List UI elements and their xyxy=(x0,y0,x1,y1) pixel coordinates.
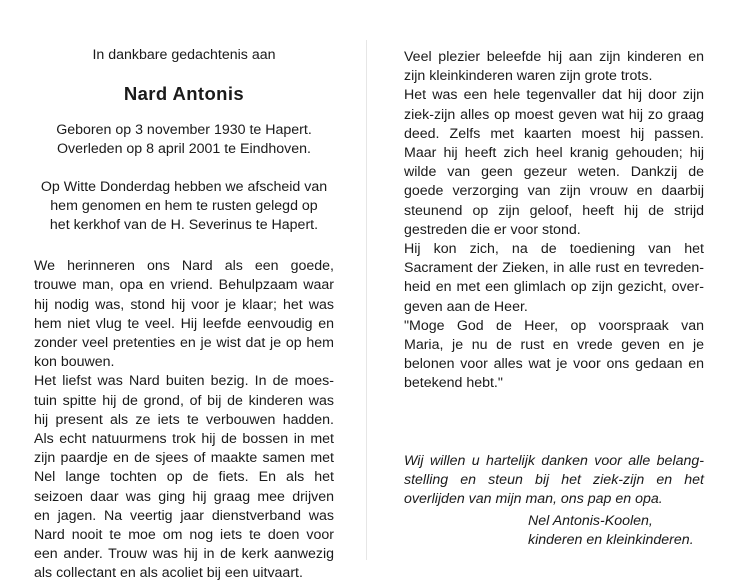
column-divider xyxy=(366,40,367,560)
text-line: tuin spitte hij de grond, of bij de kinderen was xyxy=(34,392,334,409)
text-line: Als echt natuurmens trok hij de bossen in met xyxy=(34,431,334,448)
funeral-block xyxy=(34,178,334,236)
text-line: Veel plezier beleefde hij aan zijn kinderen en xyxy=(404,49,704,65)
text-line: betekend hebt." xyxy=(404,375,503,392)
text-line: We herinneren ons Nard als een goede, xyxy=(34,258,334,275)
funeral-line: het kerkhof van de H. Severinus te Hapert. xyxy=(49,217,319,234)
text-line: een ander. Trouw was hij in de kerk aanwezig xyxy=(34,546,334,563)
text-line: Het was een hele tegenvaller dat hij door zijn xyxy=(404,87,704,104)
text-line: goede verzorging van zijn vrouw en daarbij xyxy=(404,183,704,200)
text-line: steunend op zijn geloof, heeft hij de strijd xyxy=(404,202,704,219)
text-line: zonder veel pretenties en je wist dat je op hem xyxy=(34,335,334,352)
text-line: seizoen daar was ging hij graag mee drijven xyxy=(34,488,334,505)
text-line: ziek-zijn alles op moest geven wat hij zo graag xyxy=(404,106,704,123)
text-line: geven aan de Heer. xyxy=(404,298,528,315)
memories-paragraph xyxy=(404,48,704,394)
thanks-line: Wij willen u hartelijk danken voor alle belang- xyxy=(404,453,704,469)
text-line: wilde van geen gezeur weten. Dankzij de xyxy=(404,164,704,181)
right-column xyxy=(404,48,704,394)
text-line: zijn paardje en de sjees of maakte samen met xyxy=(34,450,334,467)
text-line: "Moge God de Heer, op voorspraak van xyxy=(404,317,704,334)
text-line: Maria, je nu de rust en vrede geven en je xyxy=(404,337,704,354)
text-line: en jagen. Na veertig jaar dienstverband was xyxy=(34,507,334,524)
text-line: Hij kon zich, na de toediening van het xyxy=(404,241,704,258)
text-line: als collectant en als acoliet bij een uitvaart. xyxy=(34,565,303,582)
birth-line: Geboren op 3 november 1930 te Hapert. xyxy=(56,122,312,139)
funeral-line: hem genomen en hem te rusten gelegd op xyxy=(50,197,318,214)
text-line: hem niet vlug te veel. Hij leefde eenvoudig en xyxy=(34,315,334,332)
text-line: Het liefst was Nard buiten bezig. In de moes- xyxy=(34,373,334,390)
text-line: Nard nooit te moe om nog iets te doen voor xyxy=(34,527,334,544)
text-line: hij nodig was, stond hij voor je klaar; het was xyxy=(34,296,334,313)
text-line: belonen voor alles wat je voor ons gedaan en xyxy=(404,356,704,373)
thanks-line: overlijden van mijn man, ons pap en opa. xyxy=(404,491,663,508)
remembrance-paragraph xyxy=(34,257,334,583)
text-line: trouwe man, opa en vriend. Behulpzaam waar xyxy=(34,277,334,294)
text-line: heid en met een glimlach op zijn gezicht, over- xyxy=(404,279,704,296)
text-line: deed. Zelfs met kaarten moest hij passen. xyxy=(404,125,704,142)
text-line: Maar hij heeft zich heel kranig gehouden; hij xyxy=(404,145,704,162)
text-line: Sacrament der Zieken, in alle rust en tevreden- xyxy=(404,260,704,277)
text-line: hij present als ze iets te verbouwen hadden. xyxy=(34,411,334,428)
dates-block xyxy=(34,121,334,159)
thanks-paragraph xyxy=(404,452,704,510)
signature-line: Nel Antonis-Koolen, xyxy=(528,513,653,529)
text-line: Nel lange tochten op de fiets. En als het xyxy=(34,469,334,486)
text-line: gestreden die er voor stond. xyxy=(404,221,581,238)
left-column xyxy=(34,46,334,584)
death-line: Overleden op 8 april 2001 te Eindhoven. xyxy=(57,141,311,158)
intro-line: In dankbare gedachtenis aan xyxy=(92,47,276,63)
signature-block xyxy=(528,512,728,550)
thanks-line: stelling en steun bij het ziek-zijn en het xyxy=(404,472,704,489)
signature-line: kinderen en kleinkinderen. xyxy=(528,532,694,549)
deceased-name: Nard Antonis xyxy=(123,83,245,105)
funeral-line: Op Witte Donderdag hebben we afscheid van xyxy=(40,178,328,195)
text-line: kon bouwen. xyxy=(34,354,115,371)
text-line: zijn kleinkinderen waren zijn grote trots. xyxy=(404,68,653,85)
